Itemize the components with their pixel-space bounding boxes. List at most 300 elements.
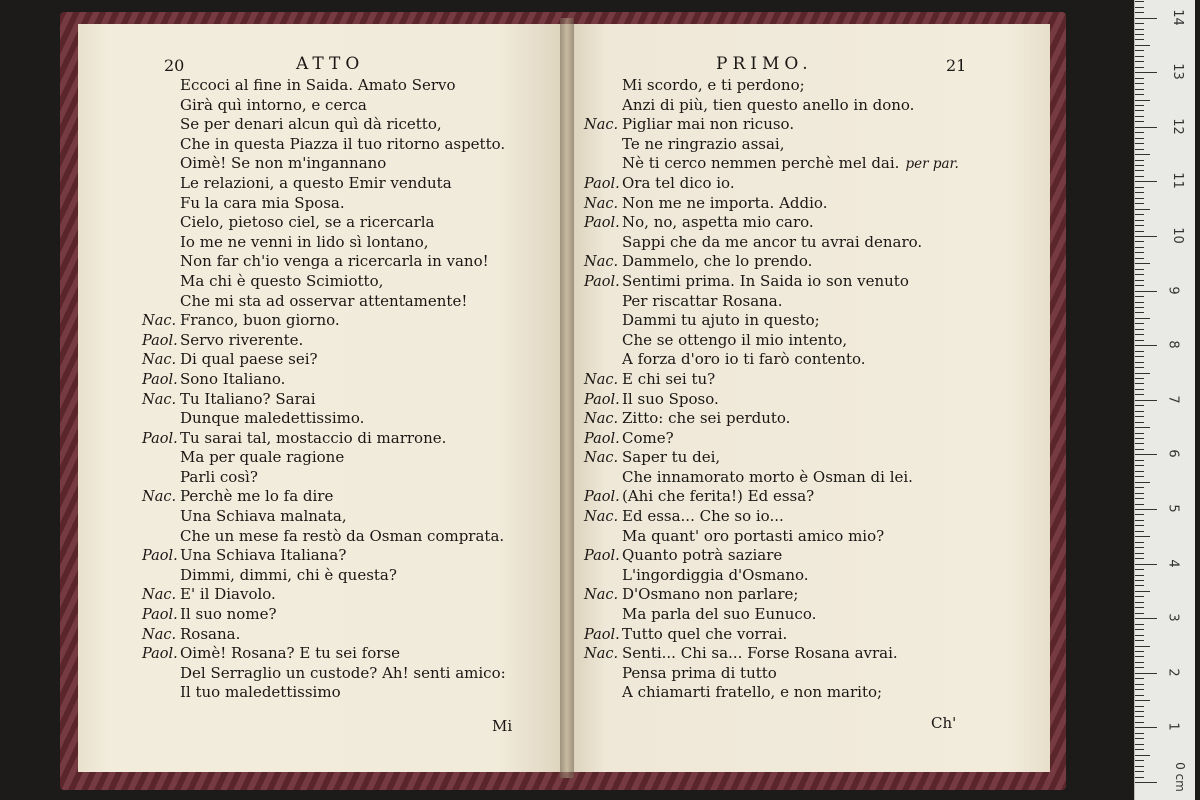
ruler-tick	[1135, 170, 1144, 171]
verse-line	[142, 409, 506, 429]
verse-line	[584, 507, 959, 527]
ruler-tick	[1135, 596, 1144, 597]
line-text: Senti... Chi sa... Forse Rosana avrai.	[622, 644, 898, 663]
ruler-tick	[1135, 61, 1144, 62]
line-text: A chiamarti fratello, e non marito;	[622, 683, 883, 702]
stage-direction: per par.	[905, 156, 959, 173]
right-text-block	[584, 76, 959, 703]
line-text: Servo riverente.	[180, 330, 304, 349]
ruler-tick	[1135, 531, 1144, 532]
line-text: Che in questa Piazza il tuo ritorno aspetto.	[180, 134, 506, 153]
ruler-tick	[1135, 700, 1150, 701]
ruler-tick	[1135, 706, 1144, 707]
ruler-tick	[1135, 613, 1144, 614]
ruler-tick	[1135, 143, 1144, 144]
ruler-tick	[1135, 67, 1144, 68]
line-text: Dimmi, dimmi, chi è questa?	[180, 565, 397, 584]
ruler-tick	[1135, 711, 1144, 712]
ruler-tick	[1135, 575, 1144, 576]
verse-line	[142, 115, 506, 135]
line-text: Ma parla del suo Eunuco.	[622, 605, 817, 624]
ruler-tick	[1135, 624, 1144, 625]
ruler-tick	[1135, 564, 1157, 565]
ruler-tick	[1135, 744, 1144, 745]
speaker-label: Paol.	[584, 175, 620, 192]
left-text-block	[142, 76, 506, 703]
line-text: Per riscattar Rosana.	[622, 291, 783, 310]
ruler-tick	[1135, 274, 1144, 275]
verse-line	[584, 605, 959, 625]
ruler-tick	[1135, 7, 1144, 8]
ruler-tick	[1135, 482, 1150, 483]
speaker-label: Nac.	[584, 117, 619, 134]
ruler-tick	[1135, 443, 1144, 444]
ruler-tick	[1135, 411, 1144, 412]
line-text: Rosana.	[180, 624, 241, 643]
ruler-tick	[1135, 629, 1144, 630]
ruler-tick	[1135, 307, 1144, 308]
ruler-tick	[1135, 329, 1144, 330]
ruler-tick	[1135, 771, 1144, 772]
catchword-right: Ch'	[931, 714, 957, 732]
ruler-tick	[1135, 203, 1144, 204]
ruler-tick	[1135, 514, 1144, 515]
line-text: Del Serraglio un custode? Ah! senti amico:	[180, 663, 506, 682]
speaker-label: Paol.	[142, 371, 178, 388]
line-text: (Ahi che ferita!) Ed essa?	[622, 487, 815, 506]
ruler-tick	[1135, 716, 1144, 717]
verse-line	[142, 370, 506, 390]
ruler-tick	[1135, 782, 1157, 783]
ruler-tick	[1135, 127, 1157, 128]
line-text: Non me ne importa. Addio.	[622, 193, 828, 212]
ruler-tick	[1135, 12, 1144, 13]
line-text: Che se ottengo il mio intento,	[622, 330, 848, 349]
line-text: Che mi sta ad osservar attentamente!	[180, 291, 468, 310]
line-text: Cielo, pietoso ciel, se a ricercarla	[180, 213, 435, 232]
ruler-tick	[1135, 520, 1144, 521]
ruler-tick	[1135, 460, 1144, 461]
verse-line	[584, 272, 959, 292]
ruler-tick	[1135, 367, 1144, 368]
line-text: Anzi di più, tien questo anello in dono.	[622, 95, 915, 114]
verse-line	[142, 527, 506, 547]
ruler-number: 10	[1169, 227, 1185, 244]
verse-line	[584, 252, 959, 272]
ruler-tick	[1135, 356, 1144, 357]
ruler-number: 13	[1169, 63, 1185, 80]
verse-line	[142, 605, 506, 625]
ruler-tick	[1135, 138, 1144, 139]
line-text: E' il Diavolo.	[180, 585, 276, 604]
verse-line	[142, 468, 506, 488]
speaker-label: Nac.	[142, 489, 177, 506]
verse-line	[584, 213, 959, 233]
ruler-number: 11	[1169, 172, 1185, 190]
verse-line	[584, 409, 959, 429]
line-text: Sentimi prima. In Saida io son venuto	[622, 271, 909, 290]
ruler-tick	[1135, 340, 1144, 341]
verse-line	[142, 546, 506, 566]
speaker-label: Paol.	[142, 646, 178, 663]
verse-line	[584, 585, 959, 605]
verse-line	[142, 292, 506, 312]
verse-line	[142, 429, 506, 449]
ruler-tick	[1135, 733, 1144, 734]
ruler-tick	[1135, 454, 1157, 455]
ruler-tick	[1135, 105, 1144, 106]
ruler-tick	[1135, 220, 1144, 221]
ruler-tick	[1135, 312, 1144, 313]
ruler-tick	[1135, 269, 1144, 270]
line-text: Ora tel dico io.	[622, 173, 735, 192]
line-text: Dammi tu ajuto in questo;	[622, 311, 820, 330]
line-text: Mi scordo, e ti perdono;	[622, 76, 805, 94]
speaker-label: Nac.	[142, 587, 177, 604]
ruler-tick	[1135, 749, 1144, 750]
line-text: Le relazioni, a questo Emir venduta	[180, 173, 452, 192]
ruler-tick	[1135, 18, 1157, 19]
verse-line	[584, 644, 959, 664]
speaker-label: Nac.	[584, 254, 619, 271]
ruler-tick	[1135, 547, 1144, 548]
line-text: Tu Italiano? Sarai	[180, 389, 316, 408]
verse-line	[584, 154, 959, 174]
verse-line	[584, 350, 959, 370]
ruler-tick	[1135, 296, 1144, 297]
speaker-label: Paol.	[584, 273, 620, 290]
ruler-tick	[1135, 656, 1144, 657]
line-text: Ma chi è questo Scimiotto,	[180, 271, 384, 290]
line-text: Che innamorato morto è Osman di lei.	[622, 467, 913, 486]
ruler-tick	[1135, 667, 1144, 668]
ruler-tick	[1135, 378, 1144, 379]
verse-line	[142, 96, 506, 116]
verse-line	[584, 370, 959, 390]
verse-line	[142, 350, 506, 370]
verse-line	[584, 390, 959, 410]
line-text: Eccoci al fine in Saida. Amato Servo	[180, 76, 456, 94]
ruler-tick	[1135, 225, 1144, 226]
ruler-tick	[1135, 83, 1144, 84]
verse-line	[584, 96, 959, 116]
line-text: Te ne ringrazio assai,	[622, 134, 785, 153]
ruler-tick	[1135, 400, 1157, 401]
speaker-label: Nac.	[142, 352, 177, 369]
ruler-tick	[1135, 318, 1150, 319]
speaker-label: Paol.	[584, 626, 620, 643]
line-text: Ed essa... Che so io...	[622, 507, 784, 526]
ruler-number: 5	[1165, 504, 1181, 513]
ruler-tick	[1135, 94, 1144, 95]
speaker-label: Paol.	[584, 430, 620, 447]
book-gutter	[560, 18, 574, 778]
ruler-number: 6	[1165, 449, 1181, 459]
ruler-tick	[1135, 755, 1150, 756]
speaker-label: Nac.	[584, 411, 619, 428]
line-text: D'Osmano non parlare;	[622, 585, 799, 604]
line-text: Una Schiava malnata,	[180, 507, 347, 526]
verse-line	[584, 625, 959, 645]
ruler-tick	[1135, 160, 1144, 161]
line-text: Il tuo maledettissimo	[180, 683, 341, 702]
verse-line	[584, 292, 959, 312]
ruler-tick	[1135, 493, 1144, 494]
ruler-tick	[1135, 241, 1144, 242]
line-text: Sono Italiano.	[180, 369, 286, 388]
verse-line	[584, 311, 959, 331]
speaker-label: Nac.	[142, 313, 177, 330]
ruler-tick	[1135, 351, 1144, 352]
ruler-tick	[1135, 323, 1144, 324]
ruler-tick	[1135, 285, 1144, 286]
verse-line	[142, 566, 506, 586]
verse-line	[142, 644, 506, 664]
ruler-tick	[1135, 476, 1144, 477]
speaker-label: Paol.	[584, 215, 620, 232]
ruler-tick	[1135, 558, 1144, 559]
ruler-tick	[1135, 504, 1144, 505]
ruler-tick	[1135, 722, 1144, 723]
speaker-label: Paol.	[142, 548, 178, 565]
ruler-tick	[1135, 553, 1144, 554]
page-number-right: 21	[946, 56, 967, 75]
verse-line	[142, 487, 506, 507]
ruler-tick	[1135, 258, 1144, 259]
line-text: Che un mese fa restò da Osman comprata.	[180, 526, 505, 545]
verse-line	[584, 429, 959, 449]
verse-line	[142, 683, 506, 703]
line-text: Saper tu dei,	[622, 448, 721, 467]
ruler-tick	[1135, 154, 1150, 155]
ruler-tick	[1135, 362, 1144, 363]
speaker-label: Paol.	[584, 489, 620, 506]
ruler-tick	[1135, 56, 1144, 57]
speaker-label: Nac.	[142, 391, 177, 408]
ruler-tick	[1135, 89, 1144, 90]
line-text: Franco, buon giorno.	[180, 311, 340, 330]
ruler-tick	[1135, 345, 1157, 346]
verse-line	[584, 194, 959, 214]
speaker-label: Nac.	[142, 626, 177, 643]
ruler-tick	[1135, 389, 1144, 390]
line-text: Oimè! Rosana? E tu sei forse	[180, 644, 401, 663]
ruler-tick	[1135, 569, 1144, 570]
ruler-tick	[1135, 78, 1144, 79]
line-text: Non far ch'io venga a ricercarla in vano!	[180, 252, 489, 271]
ruler-tick	[1135, 45, 1150, 46]
verse-line	[584, 115, 959, 135]
ruler-tick	[1135, 383, 1144, 384]
speaker-label: Nac.	[584, 509, 619, 526]
verse-line	[142, 252, 506, 272]
line-text: Perchè me lo fa dire	[180, 487, 334, 506]
ruler-tick	[1135, 23, 1144, 24]
ruler-tick	[1135, 291, 1157, 292]
ruler-number: 7	[1165, 395, 1181, 404]
ruler-tick	[1135, 487, 1144, 488]
ruler-number: 8	[1165, 340, 1181, 349]
ruler-tick	[1135, 689, 1144, 690]
ruler-tick	[1135, 29, 1144, 30]
ruler-tick	[1135, 236, 1157, 237]
verse-line	[142, 390, 506, 410]
ruler-tick	[1135, 192, 1144, 193]
verse-line	[584, 683, 959, 703]
ruler-tick	[1135, 525, 1144, 526]
ruler-tick	[1135, 181, 1157, 182]
line-text: Il suo Sposo.	[622, 389, 719, 408]
line-text: Dunque maledettissimo.	[180, 409, 365, 428]
ruler-tick	[1135, 465, 1144, 466]
verse-line	[142, 585, 506, 605]
line-text: Zitto: che sei perduto.	[622, 409, 791, 428]
line-text: Parli così?	[180, 467, 258, 486]
ruler-tick	[1135, 165, 1144, 166]
verse-line	[142, 154, 506, 174]
ruler-tick	[1135, 509, 1157, 510]
verse-line	[142, 311, 506, 331]
line-text: L'ingordiggia d'Osmano.	[622, 565, 809, 584]
line-text: Sappi che da me ancor tu avrai denaro.	[622, 232, 923, 251]
ruler-tick	[1135, 110, 1144, 111]
line-text: Tu sarai tal, mostaccio di marrone.	[180, 428, 447, 447]
verse-line	[142, 174, 506, 194]
ruler-tick	[1135, 263, 1150, 264]
ruler-number: 12	[1169, 118, 1185, 135]
catchword-left: Mi	[492, 717, 513, 735]
speaker-label: Nac.	[584, 195, 619, 212]
ruler-tick	[1135, 405, 1144, 406]
ruler-tick	[1135, 100, 1150, 101]
ruler-tick	[1135, 498, 1144, 499]
line-text: Pigliar mai non ricuso.	[622, 115, 795, 134]
speaker-label: Paol.	[584, 391, 620, 408]
ruler-tick	[1135, 640, 1144, 641]
line-text: Ma per quale ragione	[180, 448, 345, 467]
verse-line	[142, 331, 506, 351]
line-text: Ma quant' oro portasti amico mio?	[622, 526, 885, 545]
line-text: Girà quì intorno, e cerca	[180, 95, 367, 114]
speaker-label: Paol.	[142, 607, 178, 624]
ruler-tick	[1135, 684, 1144, 685]
ruler-tick	[1135, 50, 1144, 51]
ruler-tick	[1135, 536, 1150, 537]
line-text: A forza d'oro io ti farò contento.	[622, 350, 866, 369]
ruler-tick	[1135, 542, 1144, 543]
line-text: Oimè! Se non m'ingannano	[180, 154, 387, 173]
ruler-tick	[1135, 673, 1157, 674]
ruler-unit-label: 0 cm	[1172, 762, 1187, 792]
speaker-label: Paol.	[584, 548, 620, 565]
right-page	[566, 24, 1050, 772]
line-text: Il suo nome?	[180, 605, 277, 624]
verse-line	[584, 174, 959, 194]
ruler-tick	[1135, 280, 1144, 281]
line-text: Pensa prima di tutto	[622, 663, 777, 682]
speaker-label: Nac.	[584, 587, 619, 604]
ruler-tick	[1135, 231, 1144, 232]
page-number-left: 20	[164, 56, 185, 75]
verse-line	[142, 448, 506, 468]
ruler-number: 2	[1165, 668, 1181, 677]
verse-line	[142, 625, 506, 645]
line-text: Se per denari alcun quì dà ricetto,	[180, 115, 442, 134]
ruler-number: 1	[1165, 722, 1181, 732]
ruler-tick	[1135, 618, 1157, 619]
ruler-tick	[1135, 646, 1150, 647]
ruler-tick	[1135, 727, 1157, 728]
verse-line	[142, 233, 506, 253]
verse-line	[142, 135, 506, 155]
line-text: No, no, aspetta mio caro.	[622, 213, 814, 232]
ruler-tick	[1135, 580, 1144, 581]
line-text: Dammelo, che lo prendo.	[622, 252, 813, 271]
ruler-tick	[1135, 132, 1144, 133]
verse-line	[142, 272, 506, 292]
line-text: Di qual paese sei?	[180, 350, 318, 369]
ruler-tick	[1135, 1, 1144, 2]
ruler-tick	[1135, 591, 1150, 592]
verse-line	[584, 664, 959, 684]
ruler-tick	[1135, 209, 1150, 210]
ruler-tick	[1135, 116, 1144, 117]
speaker-label: Nac.	[584, 371, 619, 388]
ruler-number: 4	[1165, 558, 1181, 568]
line-text: Fu la cara mia Sposa.	[180, 193, 345, 212]
ruler-tick	[1135, 695, 1144, 696]
verse-line	[142, 664, 506, 684]
verse-line	[142, 76, 506, 96]
ruler-tick	[1135, 433, 1144, 434]
ruler-tick	[1135, 766, 1144, 767]
ruler-tick	[1135, 416, 1144, 417]
ruler-tick	[1135, 149, 1144, 150]
ruler-tick	[1135, 247, 1144, 248]
ruler-tick	[1135, 760, 1144, 761]
verse-line	[142, 507, 506, 527]
ruler-tick	[1135, 602, 1144, 603]
ruler-tick	[1135, 678, 1144, 679]
ruler-tick	[1135, 635, 1144, 636]
ruler-tick	[1135, 334, 1144, 335]
line-text: Tutto quel che vorrai.	[622, 624, 788, 643]
ruler-tick	[1135, 72, 1157, 73]
ruler-tick	[1135, 449, 1144, 450]
ruler-tick	[1135, 252, 1144, 253]
ruler-tick	[1135, 607, 1144, 608]
verse-line	[584, 331, 959, 351]
left-page	[78, 24, 568, 772]
verse-line	[584, 566, 959, 586]
ruler-number: 9	[1165, 285, 1181, 295]
running-header-left: ATTO	[296, 54, 365, 74]
ruler-tick	[1135, 394, 1144, 395]
line-text: Io me ne venni in lido sì lontano,	[180, 232, 429, 251]
ruler-tick	[1135, 39, 1144, 40]
verse-line	[584, 527, 959, 547]
verse-line	[584, 546, 959, 566]
verse-line	[584, 135, 959, 155]
speaker-label: Paol.	[142, 332, 178, 349]
verse-line	[584, 233, 959, 253]
verse-line	[584, 468, 959, 488]
speaker-label: Paol.	[142, 430, 178, 447]
ruler-tick	[1135, 34, 1144, 35]
ruler-tick	[1135, 373, 1150, 374]
ruler-tick	[1135, 585, 1144, 586]
verse-line	[142, 213, 506, 233]
